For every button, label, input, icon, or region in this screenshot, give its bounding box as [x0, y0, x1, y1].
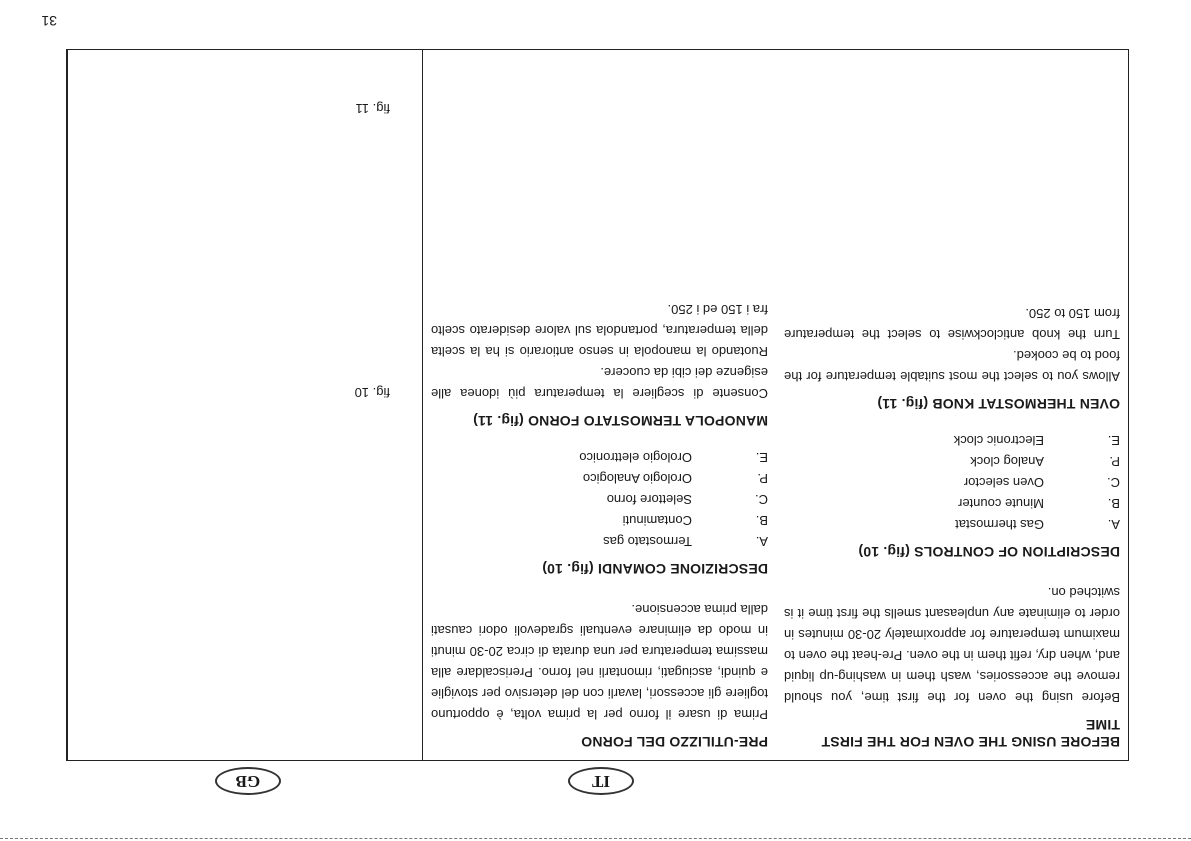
list-item: P. Analog clock [970, 454, 1120, 469]
column-english [776, 50, 1128, 760]
it-heading-pre-utilizzo: PRE-UTILIZZO DEL FORNO [581, 734, 768, 750]
list-item: A. Gas thermostat [955, 517, 1120, 532]
gb-heading-description-controls: DESCRIPTION OF CONTROLS (fig. 10) [858, 544, 1120, 560]
gb-paragraph-before-using: Before using the oven for the first time, you should remove the accessories, wash them in washing-up liquid and, when dry, refit them in the oven. Pre-heat the oven to maximum temperature for approximately 20-30 minutes in order to eliminate any unpleasant smells the first time it is switched on. [784, 585, 1120, 705]
list-item: A. Termostato gas [603, 534, 768, 549]
list-item: C. Oven selector [963, 475, 1120, 490]
gb-paragraph-thermostat-1: Allows you to select the most suitable temperature for the food to be cooked. [784, 348, 1120, 384]
page-number: 31 [41, 13, 57, 29]
list-item: E. Electronic clock [953, 433, 1120, 448]
it-heading-manopola-termostato: MANOPOLA TERMOSTATO FORNO (fig. 11) [472, 413, 768, 429]
list-item: C. Selettore forno [606, 492, 768, 507]
it-controls-list [431, 447, 768, 552]
column-figures [67, 50, 422, 760]
column-italian [422, 50, 776, 760]
figure-caption-10: fig. 10 [354, 385, 390, 400]
figure-caption-11: fig. 11 [355, 101, 390, 116]
gb-heading-before-using: BEFORE USING THE OVEN FOR THE FIRST TIME [821, 717, 1120, 750]
it-paragraph-termostato-2: Ruotando la manopola in senso antiorario si ha la scelta della temperatura, portandola sul valore desiderato scelto fra i 150 ed i 250. [431, 302, 768, 359]
gb-paragraph-thermostat-2: Turn the knob anticlockwise to select the temperature from 150 to 250. [784, 306, 1120, 342]
language-badge-it: IT [568, 767, 634, 795]
list-item: E. Orologio elettronico [579, 450, 768, 465]
language-badge-gb: GB [215, 767, 281, 795]
page-edge-dashed-line [0, 838, 1191, 839]
it-paragraph-pre-utilizzo: Prima di usare il forno per la prima volta, è opportuno togliere gli accessori, lavarli con del detersivo per stoviglie e quindi, asciugati, rimontarli nel forno. Preriscaldare alla massima temperatura per una durata di circa 20-30 minuti in modo da eliminare eventuali sgradevoli odori causati dalla prima accensione. [431, 602, 768, 722]
list-item: P. Orologio Analogico [582, 471, 768, 486]
it-paragraph-termostato-1: Consente di scegliere la temperatura più idonea alle esigenze dei cibi da cuocere. [431, 365, 768, 401]
gb-heading-thermostat-knob: OVEN THERMOSTAT KNOB (fig. 11) [877, 396, 1120, 412]
list-item: B. Minute counter [958, 496, 1120, 511]
list-item: B. Contaminuti [622, 513, 768, 528]
gb-controls-list [784, 430, 1120, 535]
it-heading-descrizione-comandi: DESCRIZIONE COMANDI (fig. 10) [542, 561, 768, 577]
content-frame [66, 49, 1129, 761]
